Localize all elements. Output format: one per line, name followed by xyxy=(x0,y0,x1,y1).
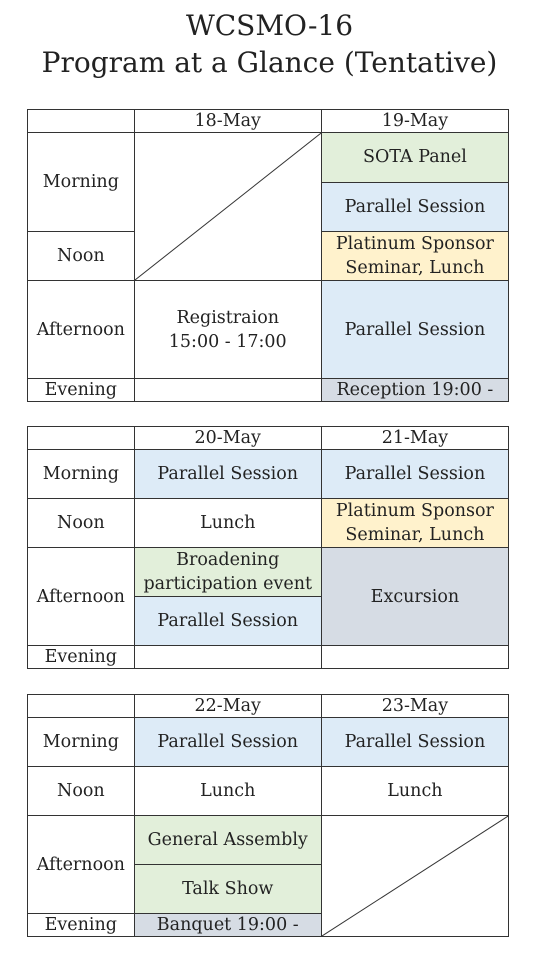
schedule-table-1 xyxy=(27,109,509,402)
header-corner xyxy=(28,427,135,450)
session-cell: Lunch xyxy=(134,499,321,548)
empty-slot-diagonal xyxy=(134,133,321,281)
period-label-noon: Noon xyxy=(28,232,135,281)
cell-line: Registraion xyxy=(176,307,280,328)
day-header: 19-May xyxy=(321,110,508,133)
cell-line: 15:00 - 17:00 xyxy=(168,331,287,352)
empty-cell xyxy=(321,646,508,669)
day-header: 20-May xyxy=(134,427,321,450)
period-label-morning: Morning xyxy=(28,133,135,232)
period-label-noon: Noon xyxy=(28,499,135,548)
day-header: 18-May xyxy=(134,110,321,133)
page-title: WCSMO-16 xyxy=(185,9,354,42)
session-cell: SOTA Panel xyxy=(321,133,508,183)
session-cell: Banquet 19:00 - xyxy=(134,914,321,937)
cell-line: participation event xyxy=(143,574,313,594)
period-label-evening: Evening xyxy=(28,914,135,937)
session-cell: General Assembly xyxy=(134,816,321,865)
diagonal-line xyxy=(322,816,508,936)
cell-line: Broadening xyxy=(176,550,280,570)
session-cell: Parallel Session xyxy=(321,718,508,767)
empty-cell xyxy=(134,379,321,402)
session-cell: Reception 19:00 - xyxy=(321,379,508,402)
cell-line: Platinum Sponsor xyxy=(335,501,494,521)
session-cell: Excursion xyxy=(321,548,508,646)
day-header: 22-May xyxy=(134,695,321,718)
page-subtitle: Program at a Glance (Tentative) xyxy=(41,46,498,79)
session-cell: Parallel Session xyxy=(134,597,321,646)
session-cell xyxy=(321,232,508,281)
session-cell: Parallel Session xyxy=(321,281,508,379)
session-cell: Parallel Session xyxy=(321,450,508,499)
cell-line: Seminar, Lunch xyxy=(345,525,485,545)
session-cell xyxy=(134,281,321,379)
period-label-afternoon: Afternoon xyxy=(28,548,135,646)
period-label-morning: Morning xyxy=(28,450,135,499)
day-header: 21-May xyxy=(321,427,508,450)
header-corner xyxy=(28,110,135,133)
session-cell: Parallel Session xyxy=(321,182,508,232)
schedule-table-2 xyxy=(27,426,509,669)
session-cell xyxy=(134,548,321,597)
diagonal-line xyxy=(135,133,321,280)
session-cell: Lunch xyxy=(134,767,321,816)
session-cell: Parallel Session xyxy=(134,450,321,499)
period-label-noon: Noon xyxy=(28,767,135,816)
period-label-evening: Evening xyxy=(28,646,135,669)
period-label-afternoon: Afternoon xyxy=(28,816,135,914)
empty-slot-diagonal xyxy=(321,816,508,937)
period-label-evening: Evening xyxy=(28,379,135,402)
session-cell xyxy=(321,499,508,548)
cell-line: Seminar, Lunch xyxy=(345,258,485,278)
session-cell: Parallel Session xyxy=(134,718,321,767)
schedule-table-3 xyxy=(27,694,509,937)
empty-cell xyxy=(134,646,321,669)
session-cell: Talk Show xyxy=(134,865,321,914)
header-corner xyxy=(28,695,135,718)
period-label-afternoon: Afternoon xyxy=(28,281,135,379)
period-label-morning: Morning xyxy=(28,718,135,767)
day-header: 23-May xyxy=(321,695,508,718)
session-cell: Lunch xyxy=(321,767,508,816)
cell-line: Platinum Sponsor xyxy=(335,234,494,254)
